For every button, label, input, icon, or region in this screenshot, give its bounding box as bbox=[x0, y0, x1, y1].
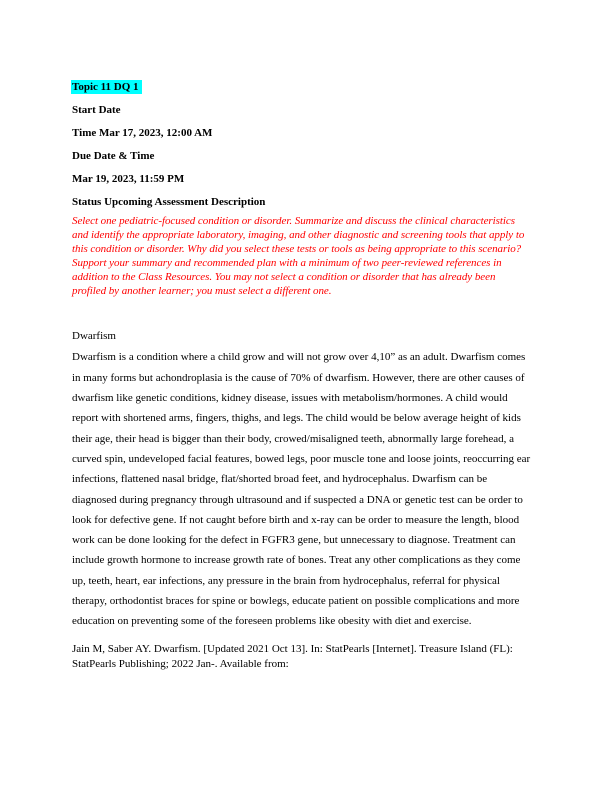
assessment-instructions: Select one pediatric-focused condition or disorder. Summarize and discuss the clinical characteristics and identify the appropriate laboratory, imaging, and other diagnostic and screening tools that apply to this condition or disorder. Why did you select these tests or tools as being appropriate to this scenario? Support your summary and recommended plan with a minimum of two peer-reviewed references in addition to the Class Resources. You may not select a condition or disorder that has already been profiled by another learner; you must select a different one. bbox=[72, 215, 525, 297]
body-paragraph: Dwarfism is a condition where a child grow and will not grow over 4,10” as an adult. Dwarfism comes in many forms but achondroplasia is the cause of 70% of dwarfism. However, there are other causes of dwarfism like genetic conditions, kidney disease, issues with metabolism/hormones. A child would report with shortened arms, fingers, thighs, and legs. The child would be below average height of kids their age, their head is bigger than their body, crowed/misaligned teeth, abnormally large forehead, a curved spin, undeveloped facial features, bowed legs, poor muscle tone and loose joints, reoccurring ear infections, flattened nasal bridge, flat/shorted broad feet, and hydrocephalus. Dwarfism can be diagnosed during pregnancy through ultrasound and if suspected a DNA or genetic test can be order to look for defective gene. If not caught before birth and x-ray can be order to measure the length, blood work can be done looking for the defect in FGFR3 gene, but unnecessary to diagnose. Treatment can include growth hormone to increase growth rate of bones. Treat any other complications as they come up, teeth, heart, ear infections, any pressure in the brain from hydrocephalus, referral for physical therapy, orthodontist braces for spine or bowlegs, educate patient on possible complications and more education on preventing some of the foreseen problems like obesity with diet and exercise. bbox=[72, 351, 531, 628]
topic-label: Topic 11 DQ 1 bbox=[71, 80, 142, 94]
start-date-label: Start Date bbox=[72, 104, 121, 116]
status-line: Status Upcoming Assessment Description bbox=[72, 196, 266, 208]
section-heading: Dwarfism bbox=[72, 330, 116, 343]
topic-line bbox=[72, 80, 530, 94]
due-datetime: Mar 19, 2023, 11:59 PM bbox=[72, 173, 185, 185]
reference-citation: Jain M, Saber AY. Dwarfism. [Updated 2021 Oct 13]. In: StatPearls [Internet]. Treasure Island (FL): StatPearls Publishing; 2022 Jan-. Available from: bbox=[72, 642, 513, 670]
due-date-label: Due Date & Time bbox=[72, 150, 155, 162]
start-time: Time Mar 17, 2023, 12:00 AM bbox=[72, 127, 213, 139]
